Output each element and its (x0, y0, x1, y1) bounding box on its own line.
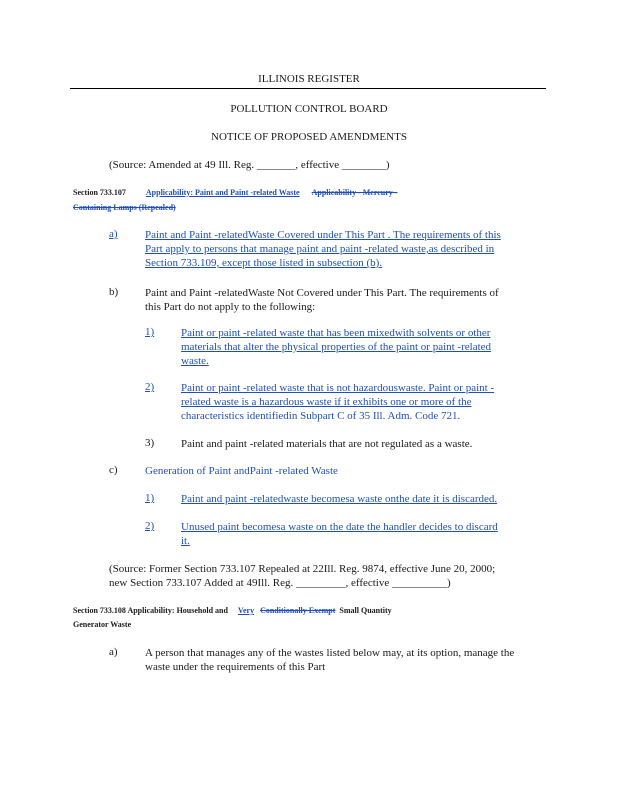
item-a-text: Paint and Paint -relatedWaste Covered under This Part . The requirements of this Part apply to persons that manage paint and paint -related waste,as described in Section 733.109, except those listed in subsection (b). (145, 229, 501, 269)
source-former-section: (Source: Former Section 733.107 Repealed at 22Ill. Reg. 9874, effective June 20, 2000; new Section 733.107 Added at 49Ill. Reg. _________, effective __________) (109, 563, 496, 589)
section-108-heading (73, 606, 392, 615)
item-b3-text: Paint and paint -related materials that are not regulated as a waste. (181, 438, 473, 450)
header-rule (70, 88, 546, 89)
item-a-label: a) (109, 228, 118, 240)
section-108-title-cont: Generator Waste (73, 620, 132, 629)
item-108a-label: a) (109, 646, 118, 658)
section-108-inserted: Very (237, 606, 255, 615)
item-b3-label: 3) (145, 437, 155, 449)
notice-title: NOTICE OF PROPOSED AMENDMENTS (211, 131, 407, 143)
item-c2-text: Unused paint becomesa waste on the date the handler decides to discard it. (181, 521, 498, 547)
item-b1-label: 1) (145, 326, 155, 338)
section-107-heading (73, 188, 397, 197)
register-title: ILLINOIS REGISTER (258, 73, 360, 85)
section-107-deleted-title: Applicability - Mercury - (311, 188, 398, 197)
item-c1-text: Paint and paint -relatedwaste becomesa waste onthe date it is discarded. (181, 493, 498, 505)
board-title: POLLUTION CONTROL BOARD (230, 103, 388, 115)
section-107-deleted-title-cont: Containing Lamps (Repealed) (73, 203, 176, 212)
item-b-text: Paint and Paint -relatedWaste Not Covered under This Part. The requirements of this Part do not apply to the following: (145, 287, 499, 313)
section-107-new-title: Applicability: Paint and Paint -related Waste (145, 188, 300, 197)
section-108-deleted: Conditionally Exempt (260, 606, 336, 615)
item-b1-text: Paint or paint -related waste that has been mixedwith solvents or other materials that alter the physical properties of the paint or paint -related waste. (181, 327, 492, 367)
item-c2-label: 2) (145, 520, 155, 532)
item-b2-text: Paint or paint -related waste that is not hazardouswaste. Paint or paint - related waste is a hazardous waste if it exhibits one or more of the characteristics identifiedin Subpart C of 35 Ill. Adm. Code 721. (181, 382, 495, 422)
item-c1-label: 1) (145, 492, 155, 504)
item-c-label: c) (109, 464, 118, 476)
item-b2-label: 2) (145, 381, 155, 393)
source-amended: (Source: Amended at 49 Ill. Reg. _______, effective ________) (109, 159, 390, 171)
item-b-label: b) (109, 286, 119, 298)
section-107-number: Section 733.107 (73, 188, 126, 197)
section-108-title: Section 733.108 Applicability: Household and (73, 606, 228, 615)
item-108a-text: A person that manages any of the wastes listed below may, at its option, manage the waste under the requirements of this Part (145, 647, 515, 673)
section-108-title-end: Small Quantity (339, 606, 392, 615)
item-c-text: Generation of Paint andPaint -related Waste (145, 465, 338, 477)
